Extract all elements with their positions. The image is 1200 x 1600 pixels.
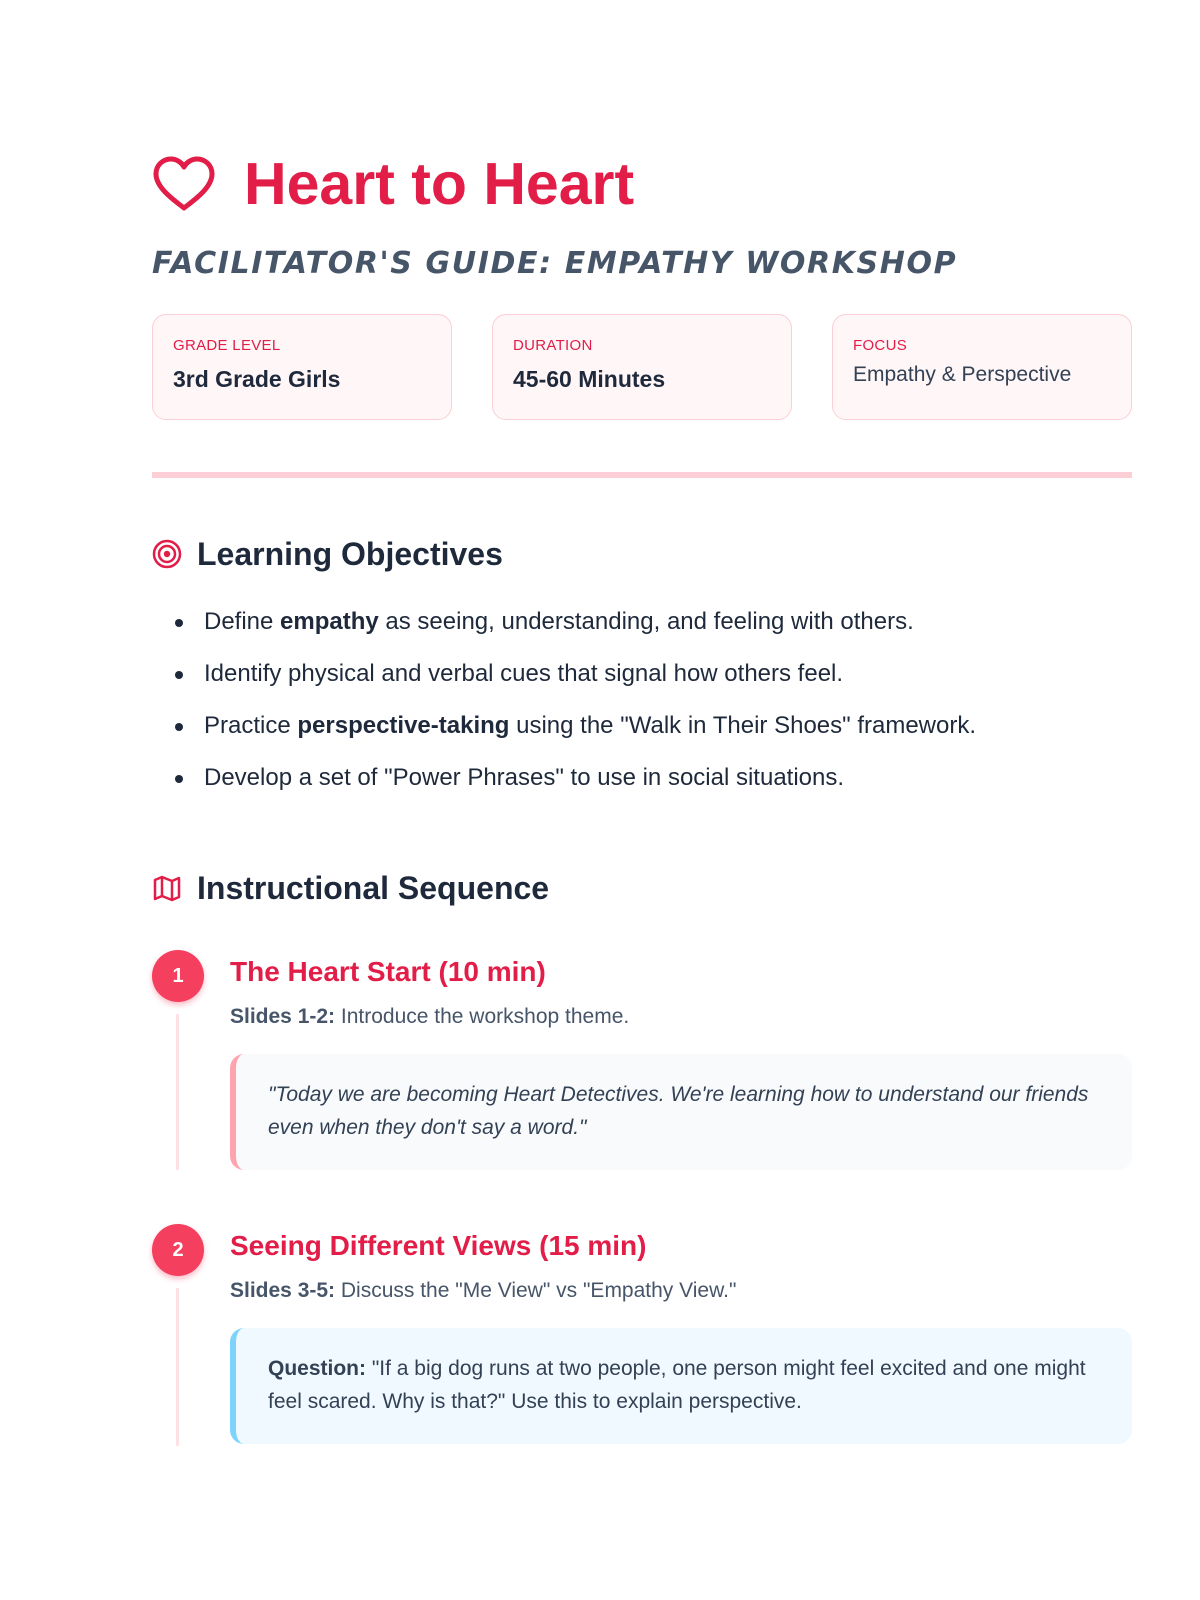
page-title: Heart to Heart: [244, 151, 635, 217]
card-value: 45-60 Minutes: [513, 366, 666, 392]
list-item: Define empathy as seeing, understanding, and feeling with others.: [172, 600, 976, 652]
discussion-question-box: Question: "If a big dog runs at two people, one person might feel excited and one might feel scared. Why is that?" Use this to explain perspective.: [230, 1328, 1132, 1444]
step-title: Seeing Different Views (15 min): [230, 1230, 647, 1261]
step-slides: Slides 1-2: Introduce the workshop theme.: [230, 1005, 630, 1028]
timeline-line: [176, 1288, 179, 1446]
step-number-badge: 1: [152, 950, 204, 1002]
heart-icon: [152, 156, 216, 212]
objectives-heading: [152, 534, 503, 574]
facilitator-script-quote: "Today we are becoming Heart Detectives. We're learning how to understand our friends even when they don't say a word.": [230, 1054, 1132, 1170]
map-icon: [152, 873, 182, 903]
card-label: GRADE LEVEL: [173, 337, 281, 354]
step-title: The Heart Start (10 min): [230, 956, 546, 987]
list-item: Identify physical and verbal cues that signal how others feel.: [172, 652, 976, 704]
card-value: 3rd Grade Girls: [173, 366, 341, 392]
page-subtitle: FACILITATOR'S GUIDE: EMPATHY WORKSHOP: [152, 246, 958, 281]
card-value: Empathy & Perspective: [853, 363, 1072, 386]
sequence-heading: [152, 868, 549, 908]
section-title: Learning Objectives: [197, 535, 503, 572]
duration-card: [492, 314, 792, 420]
list-item: Practice perspective-taking using the "Walk in Their Shoes" framework.: [172, 704, 976, 756]
focus-card: [832, 314, 1132, 420]
list-item: Develop a set of "Power Phrases" to use in social situations.: [172, 756, 976, 808]
card-label: FOCUS: [853, 337, 907, 354]
section-title: Instructional Sequence: [197, 869, 550, 906]
target-icon: [152, 539, 182, 569]
step-slides: Slides 3-5: Discuss the "Me View" vs "Empathy View.": [230, 1279, 737, 1302]
objectives-list: [172, 600, 976, 808]
timeline-line: [176, 1014, 179, 1170]
info-cards: [152, 314, 1132, 420]
step-number-badge: 2: [152, 1224, 204, 1276]
title-row: [152, 152, 634, 216]
card-label: DURATION: [513, 337, 593, 354]
section-divider: [152, 472, 1132, 478]
grade-level-card: [152, 314, 452, 420]
